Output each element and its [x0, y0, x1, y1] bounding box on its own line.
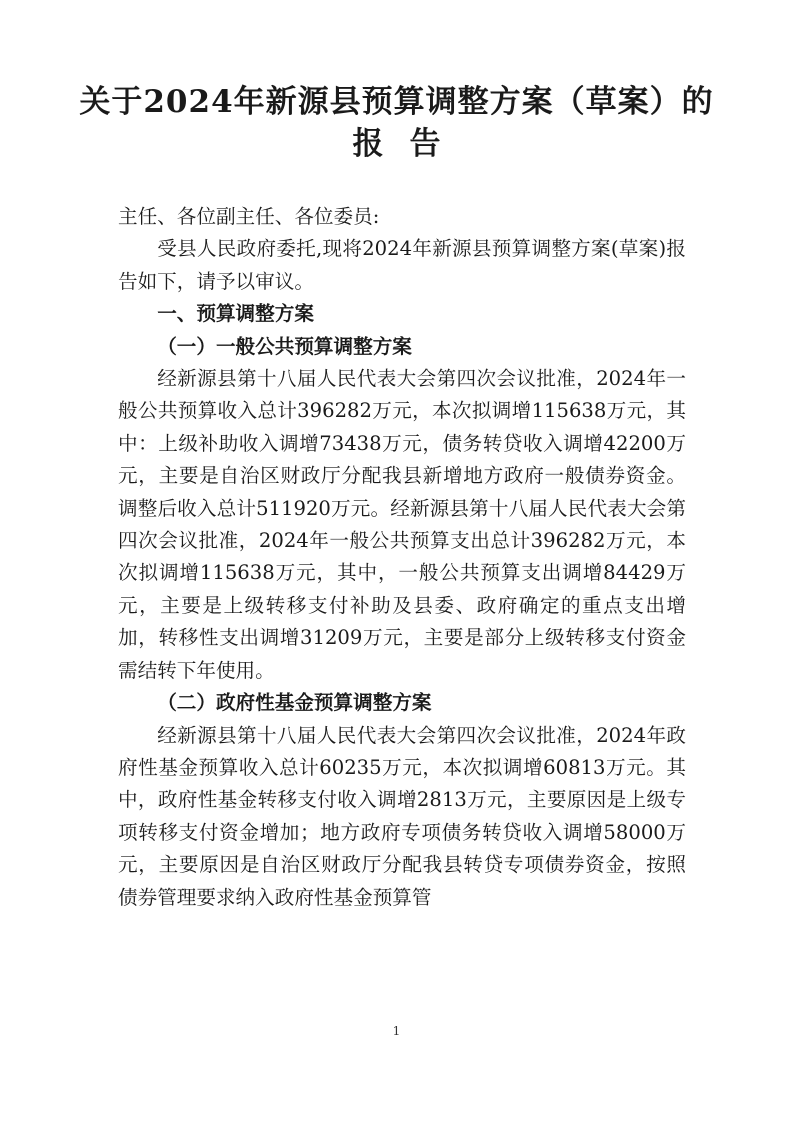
subsection2-heading: （二）政府性基金预算调整方案: [157, 691, 432, 715]
subsection1-paragraph: 经新源县第十八届人民代表大会第四次会议批准，2024年一般公共预算收入总计396282万元，本次拟调增115638万元，其中：上级补助收入调增73438万元，债务转贷收入调增42200万元，主要是自治区财政厅分配我县新增地方政府一般债券资金。调整后收入总计511920万元。经新源县第十八届人民代表大会第四次会议批准，2024年一般公共预算支出总计396282万元，本次拟调增115638万元，其中，一般公共预算支出调增84429万元，主要是上级转移支付补助及县委、政府确定的重点支出增加，转移性支出调增31209万元，主要是部分上级转移支付资金需结转下年使用。: [118, 367, 686, 682]
page-number: 1: [392, 1024, 401, 1038]
subsection2-paragraph: 经新源县第十八届人民代表大会第四次会议批准，2024年政府性基金预算收入总计60235万元，本次拟调增60813万元。其中，政府性基金转移支付收入调增2813万元，主要原因是上级专项转移支付资金增加；地方政府专项债务转贷收入调增58000万元，主要原因是自治区财政厅分配我县转贷专项债券资金，按照债券管理要求纳入政府性基金预算管: [118, 723, 686, 909]
section1-heading: 一、预算调整方案: [157, 302, 314, 326]
intro-paragraph: 受县人民政府委托,现将2024年新源县预算调整方案(草案)报告如下，请予以审议。: [118, 237, 686, 293]
subsection1-heading: （一）一般公共预算调整方案: [157, 334, 412, 358]
document-title-line2: 报告: [352, 126, 467, 162]
document-body: [118, 201, 686, 914]
document-title-line1: 关于2024年新源县预算调整方案（草案）的: [79, 84, 714, 120]
salutation: 主任、各位副主任、各位委员:: [118, 205, 380, 228]
